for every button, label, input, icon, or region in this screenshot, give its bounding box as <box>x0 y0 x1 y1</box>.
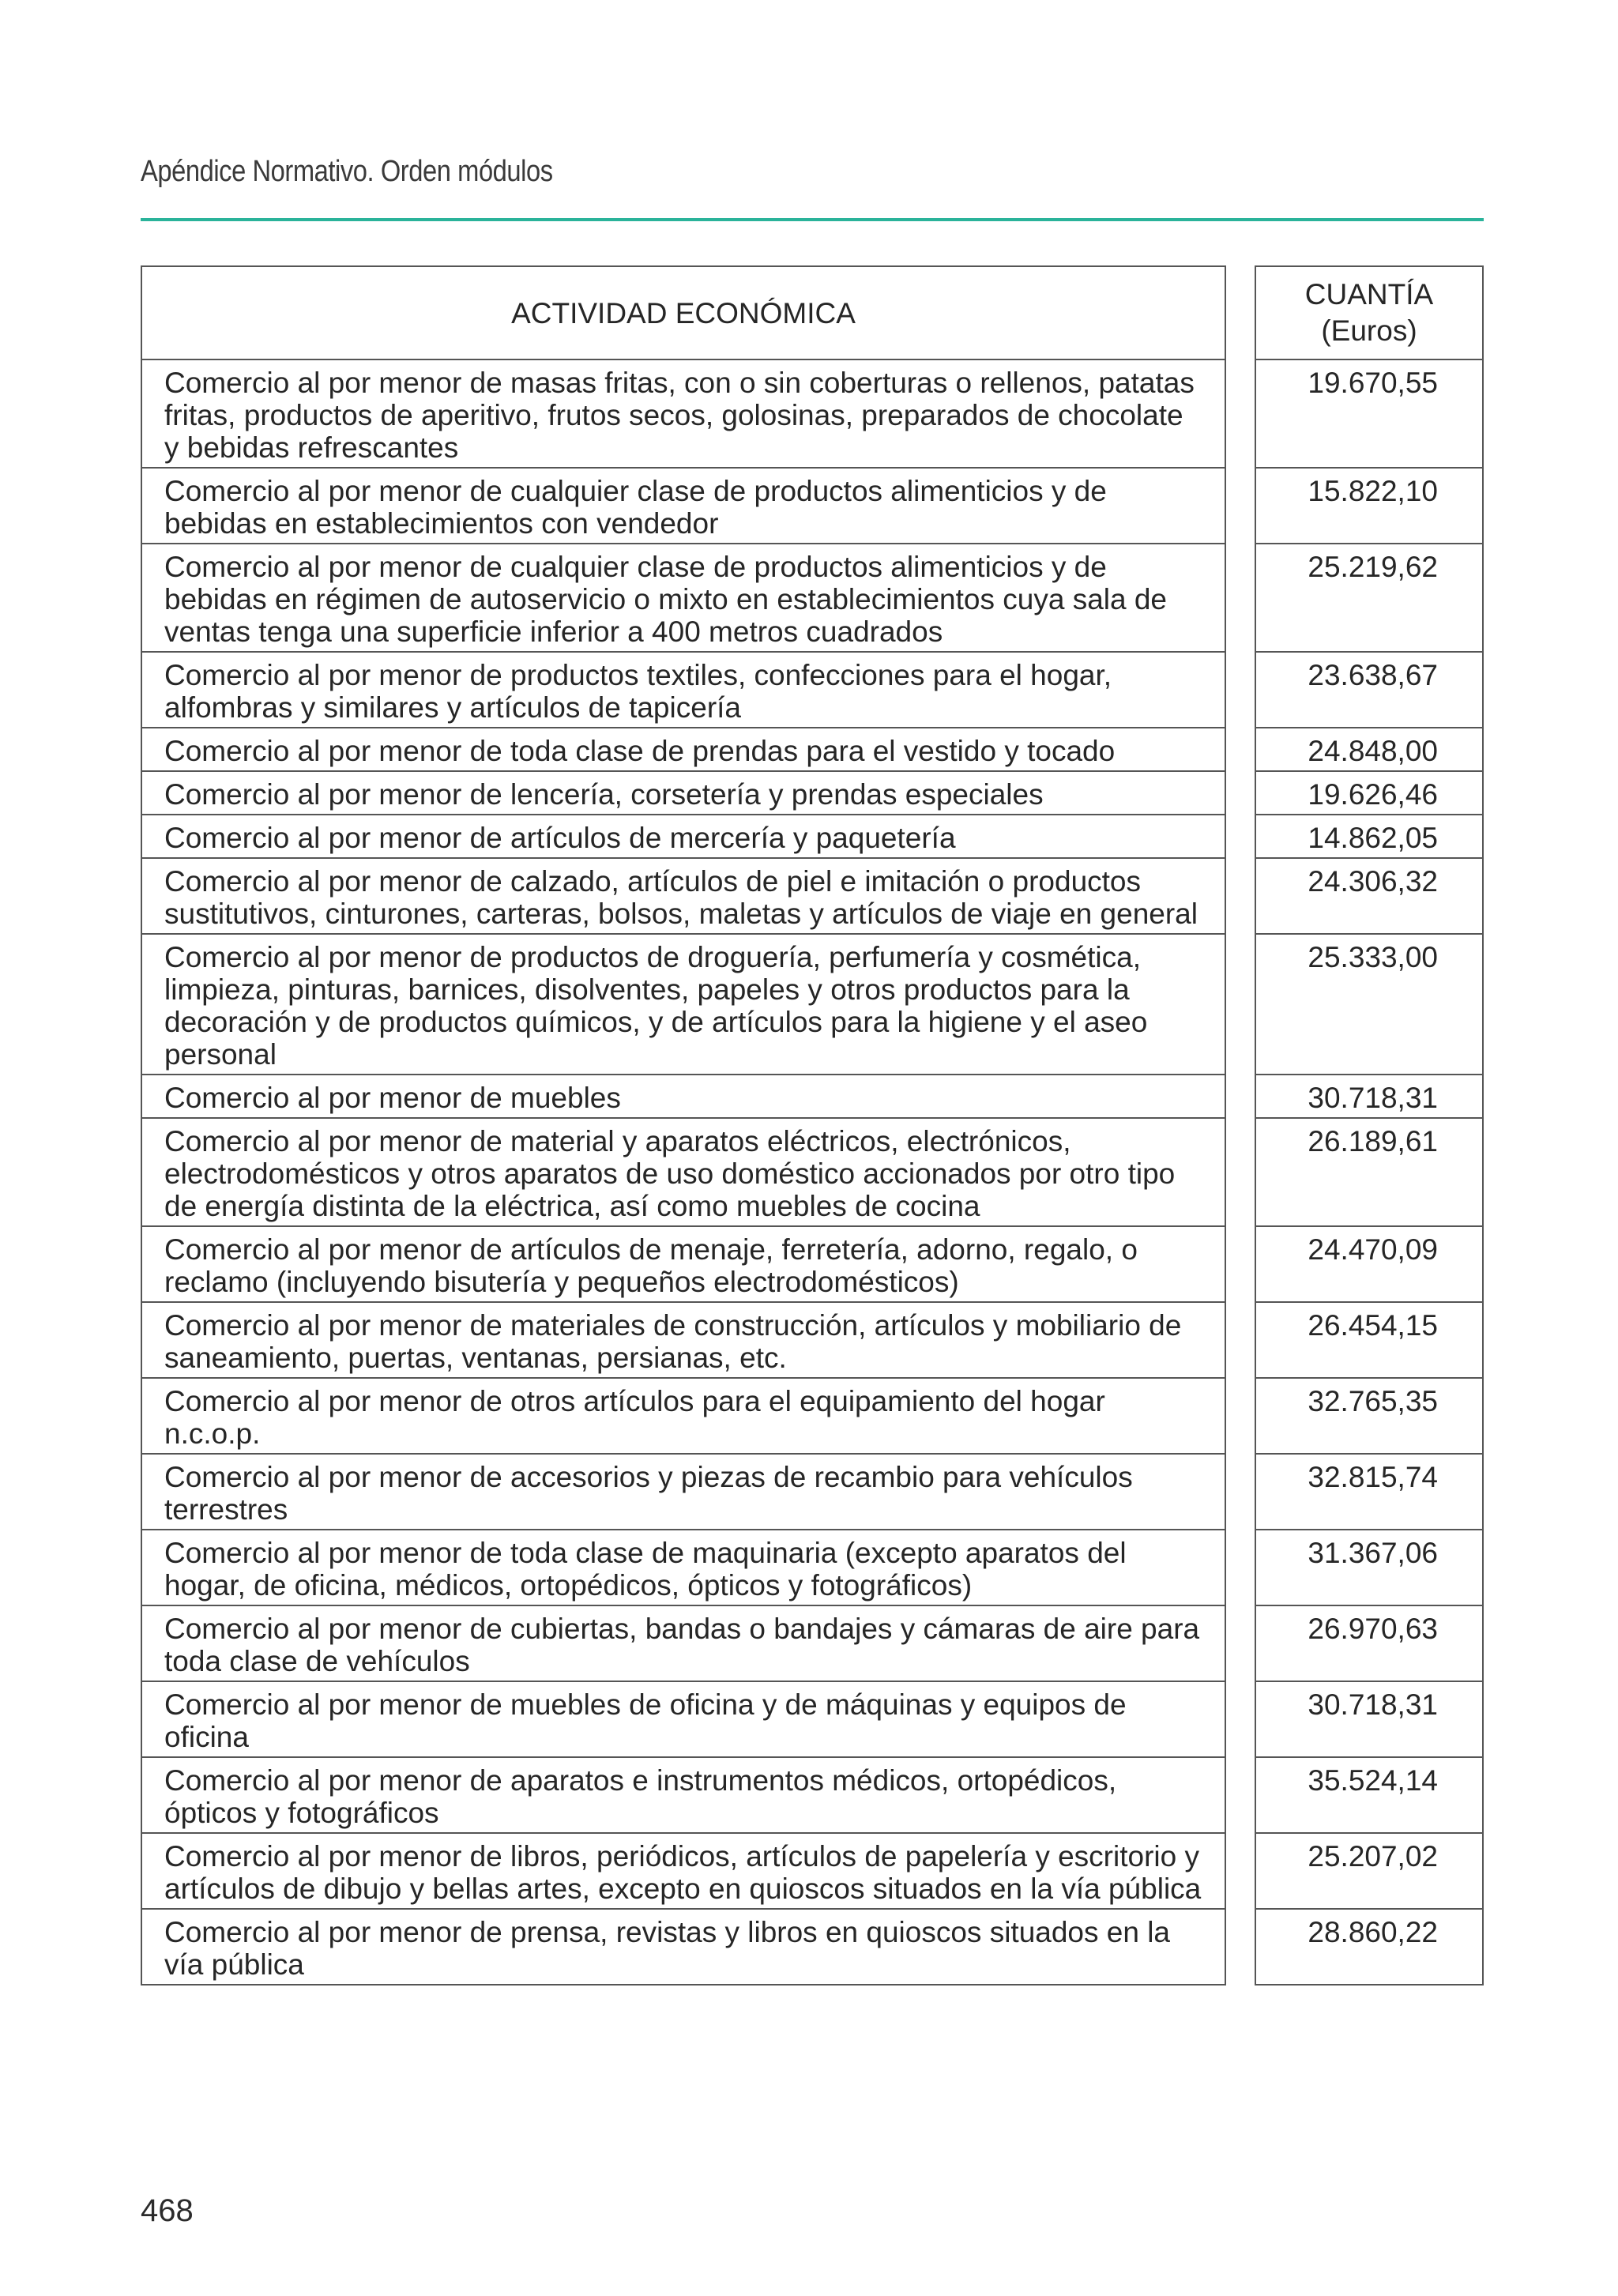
table-row <box>141 815 1484 859</box>
activity-cell: Comercio al por menor de libros, periódicos, artículos de papelería y escritorio y artículos de dibujo y bellas artes, excepto en quioscos situados en la vía pública <box>141 1834 1226 1910</box>
activity-cell: Comercio al por menor de muebles <box>141 1075 1226 1119</box>
activity-cell: Comercio al por menor de otros artículos para el equipamiento del hogar n.c.o.p. <box>141 1379 1226 1455</box>
amount-cell: 23.638,67 <box>1255 653 1484 728</box>
table-row <box>141 653 1484 728</box>
table-row <box>141 469 1484 544</box>
amount-cell: 25.333,00 <box>1255 935 1484 1075</box>
page-number: 468 <box>141 2193 194 2228</box>
table-body <box>141 360 1484 1985</box>
table-row <box>141 935 1484 1075</box>
table-row <box>141 544 1484 653</box>
activity-cell: Comercio al por menor de masas fritas, con o sin coberturas o rellenos, patatas fritas, productos de aperitivo, frutos secos, golosinas, preparados de chocolate y bebidas refrescantes <box>141 360 1226 469</box>
amount-cell: 26.970,63 <box>1255 1606 1484 1682</box>
activity-cell: Comercio al por menor de lencería, corsetería y prendas especiales <box>141 772 1226 815</box>
table-row <box>141 1530 1484 1606</box>
amount-cell: 31.367,06 <box>1255 1530 1484 1606</box>
column-header-amount-unit: (Euros) <box>1321 314 1417 347</box>
amount-cell: 25.207,02 <box>1255 1834 1484 1910</box>
table-row <box>141 1379 1484 1455</box>
running-header: Apéndice Normativo. Orden módulos <box>141 155 553 188</box>
table-row <box>141 728 1484 772</box>
column-header-amount-label: CUANTÍA <box>1304 278 1434 311</box>
activity-cell: Comercio al por menor de cubiertas, bandas o bandajes y cámaras de aire para toda clase de vehículos <box>141 1606 1226 1682</box>
activity-cell: Comercio al por menor de artículos de menaje, ferretería, adorno, regalo, o reclamo (incluyendo bisutería y pequeños electrodomésticos) <box>141 1227 1226 1303</box>
amount-cell: 19.626,46 <box>1255 772 1484 815</box>
amount-cell: 14.862,05 <box>1255 815 1484 859</box>
activity-cell: Comercio al por menor de prensa, revistas y libros en quioscos situados en la vía pública <box>141 1910 1226 1985</box>
amount-cell: 30.718,31 <box>1255 1075 1484 1119</box>
activity-table <box>141 265 1484 1985</box>
activity-cell: Comercio al por menor de cualquier clase de productos alimenticios y de bebidas en régimen de autoservicio o mixto en establecimientos cuya sala de ventas tenga una superficie inferior a 400 metros cuadrados <box>141 544 1226 653</box>
activity-cell: Comercio al por menor de productos textiles, confecciones para el hogar, alfombras y similares y artículos de tapicería <box>141 653 1226 728</box>
activity-cell: Comercio al por menor de toda clase de maquinaria (excepto aparatos del hogar, de oficina, médicos, ortopédicos, ópticos y fotográficos) <box>141 1530 1226 1606</box>
table-row <box>141 1682 1484 1758</box>
table-row <box>141 1834 1484 1910</box>
amount-cell: 25.219,62 <box>1255 544 1484 653</box>
amount-cell: 35.524,14 <box>1255 1758 1484 1834</box>
amount-cell: 19.670,55 <box>1255 360 1484 469</box>
activity-cell: Comercio al por menor de accesorios y piezas de recambio para vehículos terrestres <box>141 1455 1226 1530</box>
activity-cell: Comercio al por menor de calzado, artículos de piel e imitación o productos sustitutivos, cinturones, carteras, bolsos, maletas y artículos de viaje en general <box>141 859 1226 935</box>
activity-cell: Comercio al por menor de materiales de construcción, artículos y mobiliario de saneamiento, puertas, ventanas, persianas, etc. <box>141 1303 1226 1379</box>
table-row <box>141 772 1484 815</box>
table-row <box>141 1303 1484 1379</box>
amount-cell: 32.815,74 <box>1255 1455 1484 1530</box>
table-header-row <box>141 265 1484 360</box>
amount-cell: 28.860,22 <box>1255 1910 1484 1985</box>
table-row <box>141 1606 1484 1682</box>
table-row <box>141 360 1484 469</box>
activity-cell: Comercio al por menor de productos de droguería, perfumería y cosmética, limpieza, pinturas, barnices, disolventes, papeles y otros productos para la decoración y de productos químicos, y de artículos para la higiene y el aseo personal <box>141 935 1226 1075</box>
amount-cell: 30.718,31 <box>1255 1682 1484 1758</box>
amount-cell: 24.848,00 <box>1255 728 1484 772</box>
table-row <box>141 1119 1484 1227</box>
column-header-activity: ACTIVIDAD ECONÓMICA <box>141 265 1226 360</box>
amount-cell: 24.470,09 <box>1255 1227 1484 1303</box>
amount-cell: 32.765,35 <box>1255 1379 1484 1455</box>
activity-cell: Comercio al por menor de artículos de mercería y paquetería <box>141 815 1226 859</box>
table-row <box>141 1910 1484 1985</box>
amount-cell: 15.822,10 <box>1255 469 1484 544</box>
table-row <box>141 859 1484 935</box>
activity-cell: Comercio al por menor de cualquier clase de productos alimenticios y de bebidas en establecimientos con vendedor <box>141 469 1226 544</box>
table-row <box>141 1075 1484 1119</box>
activity-cell: Comercio al por menor de muebles de oficina y de máquinas y equipos de oficina <box>141 1682 1226 1758</box>
table-row <box>141 1227 1484 1303</box>
activity-cell: Comercio al por menor de material y aparatos eléctricos, electrónicos, electrodomésticos y otros aparatos de uso doméstico accionados por otro tipo de energía distinta de la eléctrica, así como muebles de cocina <box>141 1119 1226 1227</box>
amount-cell: 26.189,61 <box>1255 1119 1484 1227</box>
column-header-amount <box>1255 265 1484 360</box>
table-row <box>141 1455 1484 1530</box>
header-rule <box>141 218 1484 221</box>
activity-cell: Comercio al por menor de aparatos e instrumentos médicos, ortopédicos, ópticos y fotográficos <box>141 1758 1226 1834</box>
amount-cell: 24.306,32 <box>1255 859 1484 935</box>
amount-cell: 26.454,15 <box>1255 1303 1484 1379</box>
activity-cell: Comercio al por menor de toda clase de prendas para el vestido y tocado <box>141 728 1226 772</box>
table-row <box>141 1758 1484 1834</box>
